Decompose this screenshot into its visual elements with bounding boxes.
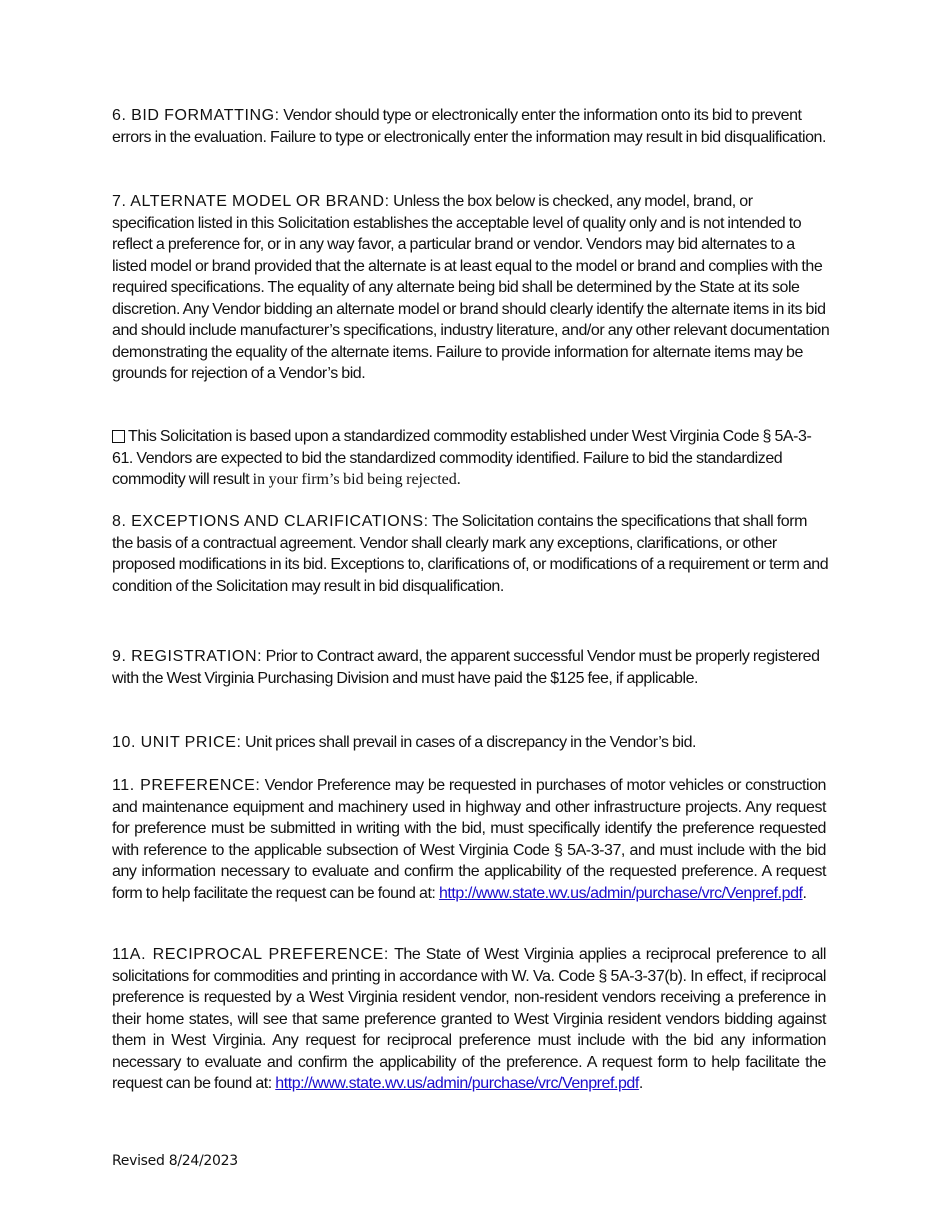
revision-date: Revised 8/24/2023: [112, 1153, 238, 1169]
section-preference: [112, 775, 826, 904]
section-alternate-model: [112, 191, 830, 385]
period: .: [802, 884, 807, 902]
period: .: [638, 1075, 643, 1092]
section-heading: 11A. RECIPROCAL PREFERENCE:: [112, 946, 389, 963]
section-unit-price: [112, 732, 830, 754]
section-body: The Solicitation contains the specifications that shall form the basis of a contractual agreement. Vendor shall clearly mark any exceptions, clarifications, or other proposed modifications in its bid. Exceptions to, clarifications of, or modifications of a requirement or term and condition of the Solicitation may result in bid disqualification.: [112, 513, 829, 595]
section-heading: 10. UNIT PRICE:: [112, 734, 242, 751]
checkbox-text-tail: in your firm’s bid being rejected.: [249, 471, 461, 488]
section-body: Prior to Contract award, the apparent successful Vendor must be properly registered with the West Virginia Purchasing Division and must have paid the $125 fee, if applicable.: [112, 648, 820, 687]
section-heading: 7. ALTERNATE MODEL OR BRAND:: [112, 193, 390, 210]
checkbox-text: This Solicitation is based upon a standardized commodity established under West Virginia Code § 5A-3-61. Vendors are expected to bid the standardized commodity identified. Failure to bid the standardized commodity will result: [112, 428, 812, 488]
section-exceptions: [112, 511, 830, 597]
section-registration: [112, 646, 836, 689]
section-body: Unit prices shall prevail in cases of a discrepancy in the Vendor’s bid.: [241, 734, 697, 751]
section-heading: 8. EXCEPTIONS AND CLARIFICATIONS:: [112, 513, 429, 530]
section-heading: 9. REGISTRATION:: [112, 648, 263, 665]
venpref-link[interactable]: http://www.state.wv.us/admin/purchase/vrc/Venpref.pdf: [275, 1075, 639, 1092]
section-body: Vendor Preference may be requested in purchases of motor vehicles or construction and maintenance equipment and machinery used in highway and other infrastructure projects. Any request for preference must be submitted in writing with the bid, must specifically identify the preference requested with reference to the applicable subsection of West Virginia Code § 5A-3-37, and must include with the bid any information necessary to evaluate and confirm the applicability of the requested preference. A request form to help facilitate the request can be found at:: [112, 777, 827, 902]
section-body: The State of West Virginia applies a reciprocal preference to all solicitations for commodities and printing in accordance with W. Va. Code § 5A-3-37(b). In effect, if reciprocal preference is requested by a West Virginia resident vendor, non-resident vendors receiving a preference in their home states, will see that same preference granted to West Virginia resident vendors bidding against them in West Virginia. Any request for reciprocal preference must include with the bid any information necessary to evaluate and confirm the applicability of the preference. A request form to help facilitate the request can be found at:: [112, 946, 827, 1092]
section-body: Vendor should type or electronically enter the information onto its bid to prevent errors in the evaluation. Failure to type or electronically enter the information may result in bid disqualification.: [112, 107, 826, 146]
standardized-commodity-checkbox[interactable]: [112, 430, 125, 443]
section-reciprocal-preference: [112, 944, 826, 1095]
section-heading: 6. BID FORMATTING:: [112, 107, 280, 124]
section-body: Unless the box below is checked, any model, brand, or specification listed in this Solicitation establishes the acceptable level of quality only and is not intended to reflect a preference for, or in any way favor, a particular brand or vendor. Vendors may bid alternates to a listed model or brand provided that the alternate is at least equal to the model or brand and complies with the required specifications. The equality of any alternate being bid shall be determined by the State at its sole discretion. Any Vendor bidding an alternate model or brand should clearly identify the alternate items in its bid and should include manufacturer’s specifications, industry literature, and/or any other relevant documentation demonstrating the equality of the alternate items. Failure to provide information for alternate items may be grounds for rejection of a Vendor’s bid.: [112, 193, 830, 382]
venpref-link[interactable]: http://www.state.wv.us/admin/purchase/vrc/Venpref.pdf: [438, 884, 803, 902]
section-bid-formatting: [112, 105, 830, 148]
section-heading: 11. PREFERENCE:: [112, 777, 261, 794]
standardized-commodity-clause: [112, 426, 830, 491]
